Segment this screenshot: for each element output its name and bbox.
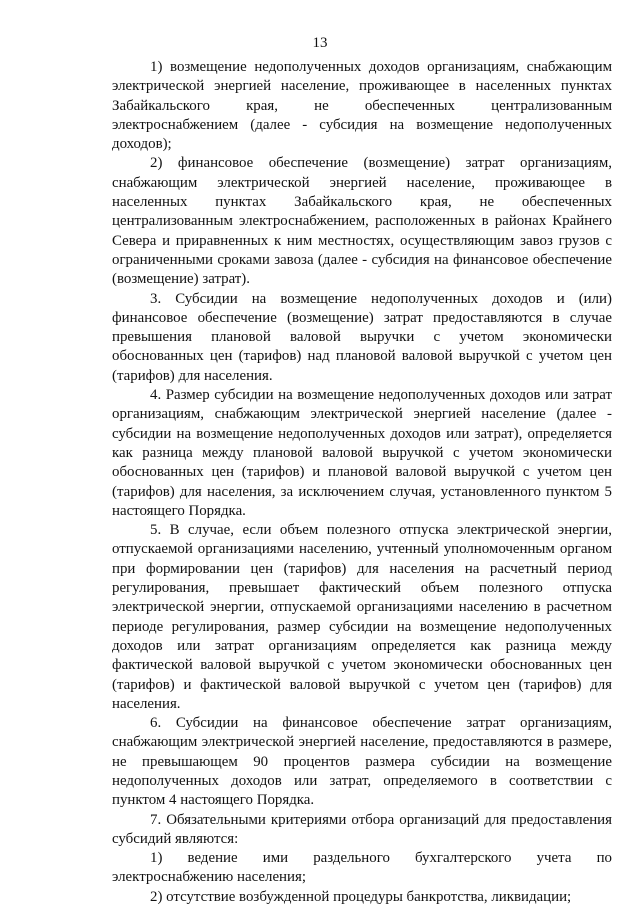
- text-line: организациям, снабжающим электрической энергией население (далее -: [112, 406, 612, 423]
- text-line: обоснованных цен (тарифов) над плановой валовой выручкой с учетом цен: [112, 348, 612, 365]
- text-line: настоящего Порядка.: [112, 502, 246, 519]
- paragraph-p7: [112, 811, 612, 850]
- text-line: (тарифов) и фактической валовой выручкой с учетом цен (тарифов) для: [112, 676, 612, 693]
- text-line: 2) финансовое обеспечение (возмещение) затрат организациям,: [150, 155, 612, 172]
- text-line: электрической энергии, отпускаемой организациями населению в расчетном: [112, 599, 612, 616]
- text-line: при формировании цен (тарифов) для населения на расчетный период: [112, 560, 612, 577]
- paragraph-p8: [112, 849, 612, 888]
- paragraph-p4: [112, 386, 612, 521]
- paragraph-p5: [112, 521, 612, 714]
- text-line: населенных пунктах Забайкальского края, не обеспеченных: [112, 194, 612, 211]
- text-line: населения.: [112, 695, 181, 712]
- text-line: не превышающем 90 процентов размера субсидии на возмещение: [112, 753, 612, 770]
- text-line: отпускаемой организациями населению, учтенный уполномоченным органом: [112, 541, 612, 558]
- text-line: Севера и приравненных к ним местностях, осуществляющим завоз грузов с: [112, 232, 612, 249]
- paragraph-p3: [112, 290, 612, 386]
- text-line: снабжающим электрической энергией население, проживающее в: [112, 174, 612, 191]
- text-line: доходов или затрат организациям определяется как разница между: [112, 637, 612, 654]
- paragraph-p2: [112, 154, 612, 289]
- text-line: доходов);: [112, 136, 172, 153]
- text-line: пунктом 4 настоящего Порядка.: [112, 792, 315, 809]
- text-line: фактической валовой выручкой с учетом экономически обоснованных цен: [112, 657, 612, 674]
- text-line: (тарифов) для населения.: [112, 367, 273, 384]
- text-line: 5. В случае, если объем полезного отпуска электрической энергии,: [150, 522, 612, 539]
- text-line: (тарифов) для населения, за исключением случая, установленного пунктом 5: [112, 483, 612, 500]
- text-line: периоде регулирования, размер субсидии на возмещение недополученных: [112, 618, 612, 635]
- text-line: недополученных доходов или затрат, определяемого в соответствии с: [112, 772, 612, 789]
- text-line: электрической энергией население, проживающее в населенных пунктах: [112, 78, 612, 95]
- text-line: регулирования, превышает фактический объем полезного отпуска: [112, 580, 612, 597]
- paragraph-p6: [112, 714, 612, 810]
- text-line: снабжающим электрической энергией население, предоставляются в размере,: [112, 734, 612, 751]
- text-line: 1) ведение ими раздельного бухгалтерского учета по: [150, 850, 612, 867]
- page-number: 13: [312, 35, 328, 51]
- text-line: 4. Размер субсидии на возмещение недополученных доходов или затрат: [150, 387, 612, 404]
- text-line: как разница между плановой валовой выручкой с учетом экономически: [112, 444, 612, 461]
- text-line: 3. Субсидии на возмещение недополученных доходов и (или): [150, 290, 612, 307]
- text-line: ограниченными сроками завоза (далее - субсидия на финансовое обеспечение: [112, 251, 612, 268]
- paragraph-p1: [112, 58, 612, 154]
- text-line: электроснабжением (далее - субсидия на возмещение недополученных: [112, 116, 612, 133]
- text-line: финансовое обеспечение (возмещение) затрат предоставляются в случае: [112, 309, 612, 326]
- text-line: субсидий являются:: [112, 830, 239, 847]
- text-line: субсидии на возмещение недополученных доходов или затрат), определяется: [112, 425, 612, 442]
- text-line: 7. Обязательными критериями отбора организаций для предоставления: [150, 811, 612, 828]
- text-line: 1) возмещение недополученных доходов организациям, снабжающим: [150, 59, 612, 75]
- paragraph-p9: [112, 888, 612, 907]
- text-line: централизованным электроснабжением, расположенных в районах Крайнего: [112, 213, 612, 230]
- text-line: (возмещение) затрат).: [112, 271, 250, 288]
- text-line: 2) отсутствие возбужденной процедуры банкротства, ликвидации;: [150, 888, 572, 905]
- text-line: электроснабжению населения;: [112, 869, 306, 886]
- text-line: превышения плановой валовой выручки с учетом экономически: [112, 329, 612, 346]
- document-body: [112, 58, 612, 907]
- text-line: обоснованных цен (тарифов) и плановой валовой выручкой с учетом цен: [112, 464, 612, 481]
- text-line: 6. Субсидии на финансовое обеспечение затрат организациям,: [150, 715, 612, 732]
- text-line: Забайкальского края, не обеспеченных централизованным: [112, 97, 612, 114]
